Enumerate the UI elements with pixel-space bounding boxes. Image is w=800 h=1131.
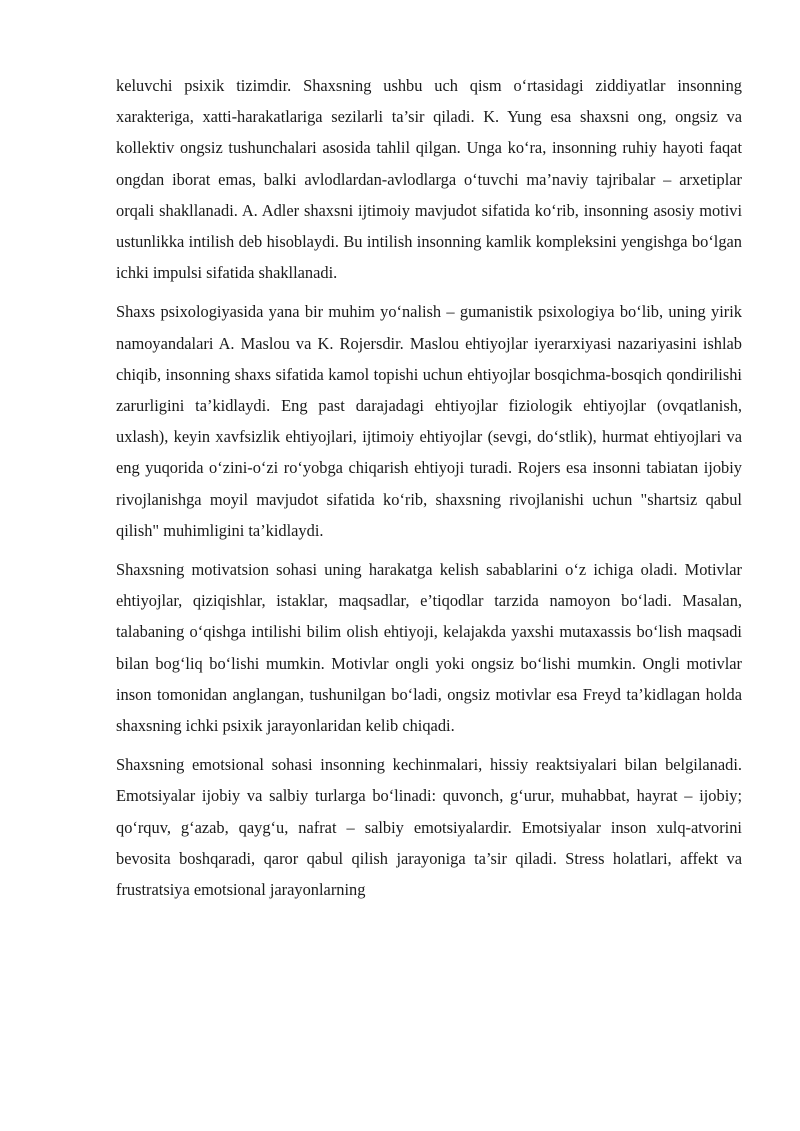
paragraph-humanistic-psychology: Shaxs psixologiyasida yana bir muhim yo‘nalish – gumanistik psixologiya bo‘lib, uning yirik namoyandalari A. Maslou va K. Rojersdir. Maslou ehtiyojlar iyerarxiyasi nazariyasini ishlab chiqib, insonning shaxs sifatida kamol topishi uchun ehtiyojlar bosqichma-bosqich qondirilishi zarurligini ta’kidlaydi. Eng past darajadagi ehtiyojlar fiziologik ehtiyojlar (ovqatlanish, uxlash), keyin xavfsizlik ehtiyojlari, ijtimoiy ehtiyojlar (sevgi, do‘stlik), hurmat ehtiyojlari va eng yuqorida o‘zini-o‘zi ro‘yobga chiqarish ehtiyoji turadi. Rojers esa insonni tabiatan ijobiy rivojlanishga moyil mavjudot sifatida ko‘rib, shaxsning rivojlanishi uchun "shartsiz qabul qilish" muhimligini ta’kidlaydi. <box>116 302 742 540</box>
document-page <box>116 70 742 913</box>
paragraph-motivational-sphere: Shaxsning motivatsion sohasi uning harakatga kelish sabablarini o‘z ichiga oladi. Motivlar ehtiyojlar, qiziqishlar, istaklar, maqsadlar, e’tiqodlar tarzida namoyon bo‘ladi. Masalan, talabaning o‘qishga intilishi bilim olish ehtiyoji, kelajakda yaxshi mutaxassis bo‘lish maqsadi bilan bog‘liq bo‘lishi mumkin. Motivlar ongli yoki ongsiz bo‘lishi mumkin. Ongli motivlar inson tomonidan anglangan, tushunilgan bo‘ladi, ongsiz motivlar esa Freyd ta’kidlagan holda shaxsning ichki psixik jarayonlaridan kelib chiqadi. <box>116 560 742 736</box>
paragraph-freud-jung-adler: keluvchi psixik tizimdir. Shaxsning ushbu uch qism o‘rtasidagi ziddiyatlar insonning xarakteriga, xatti-harakatlariga sezilarli ta’sir qiladi. K. Yung esa shaxsni ong, ongsiz va kollektiv ongsiz tushunchalari asosida tahlil qilgan. Unga ko‘ra, insonning ruhiy hayoti faqat ongdan iborat emas, balki avlodlardan-avlodlarga o‘tuvchi ma’naviy tajribalar – arxetiplar orqali shakllanadi. A. Adler shaxsni ijtimoiy mavjudot sifatida ko‘rib, insonning asosiy motivi ustunlikka intilish deb hisoblaydi. Bu intilish insonning kamlik kompleksini yengishga bo‘lgan ichki impulsi sifatida shakllanadi. <box>116 76 742 283</box>
paragraph-emotional-sphere: Shaxsning emotsional sohasi insonning kechinmalari, hissiy reaktsiyalari bilan belgilanadi. Emotsiyalar ijobiy va salbiy turlarga bo‘linadi: quvonch, g‘urur, muhabbat, hayrat – ijobiy; qo‘rquv, g‘azab, qayg‘u, nafrat – salbiy emotsiyalardir. Emotsiyalar inson xulq-atvorini bevosita boshqaradi, qaror qabul qilish jarayoniga ta’sir qiladi. Stress holatlari, affekt va frustratsiya emotsional jarayonlarning <box>116 755 742 900</box>
